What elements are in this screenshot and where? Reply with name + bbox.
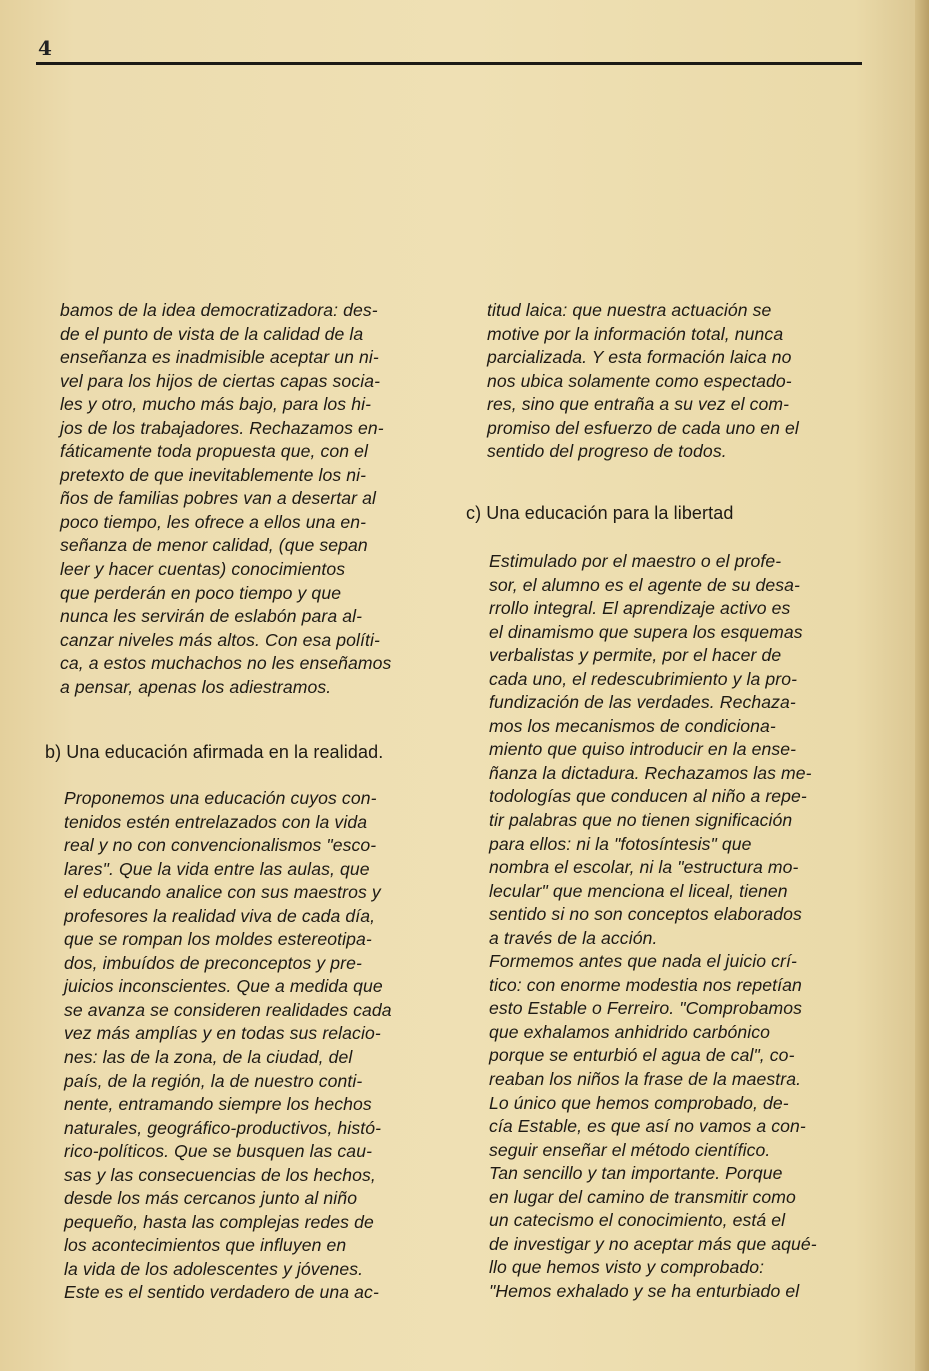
text-line: Tan sencillo y tan importante. Porque: [489, 1163, 783, 1184]
text-line: res, sino que entraña a su vez el com-: [487, 394, 790, 415]
text-line: cía Estable, es que así no vamos a con-: [489, 1116, 806, 1137]
text-line: verbalistas y permite, por el hacer de: [489, 645, 782, 666]
text-line: de investigar y no aceptar más que aqué-: [489, 1233, 817, 1254]
text-line: rico-políticos. Que se busquen las cau-: [64, 1141, 373, 1162]
text-line: lecular" que menciona el liceal, tienen: [489, 880, 788, 901]
section-heading-b: b) Una educación afirmada en la realidad.: [45, 742, 384, 762]
text-line: Formemos antes que nada el juicio crí-: [489, 951, 797, 972]
text-line: ca, a estos muchachos no les enseñamos: [60, 653, 392, 674]
right-column-paragraph-c: [489, 550, 863, 1304]
text-line: pretexto de que inevitablemente los ni-: [60, 464, 367, 485]
text-line: tir palabras que no tienen significación: [489, 810, 793, 831]
text-line: todologías que conducen al niño a repe-: [489, 786, 807, 807]
text-line: jos de los trabajadores. Rechazamos en-: [60, 417, 384, 438]
text-line: sas y las consecuencias de los hechos,: [64, 1164, 376, 1185]
text-line: bamos de la idea democratizadora: des-: [60, 300, 378, 320]
text-line: Este es el sentido verdadero de una ac-: [64, 1282, 379, 1303]
text-line: leer y hacer cuentas) conocimientos: [60, 559, 346, 580]
text-line: que exhalamos anhidrido carbónico: [489, 1021, 771, 1042]
header-rule: [36, 62, 862, 65]
text-line: nes: las de la zona, de la ciudad, del: [64, 1047, 353, 1068]
text-line: sor, el alumno es el agente de su desa-: [489, 574, 801, 595]
text-line: Lo único que hemos comprobado, de-: [489, 1092, 789, 1113]
text-line: los acontecimientos que influyen en: [64, 1235, 347, 1256]
text-line: desde los más cercanos junto al niño: [64, 1188, 358, 1209]
text-line: pequeño, hasta las complejas redes de: [64, 1211, 374, 1232]
text-line: promiso del esfuerzo de cada uno en el: [487, 417, 799, 438]
text-line: reaban los niños la frase de la maestra.: [489, 1069, 802, 1090]
text-line: porque se enturbió el agua de cal", co-: [489, 1045, 795, 1066]
text-line: llo que hemos visto y comprobado:: [489, 1257, 765, 1278]
text-line: naturales, geográfico-productivos, histó-: [64, 1117, 382, 1138]
text-line: cada uno, el redescubrimiento y la pro-: [489, 668, 798, 689]
text-line: tico: con enorme modestia nos repetían: [489, 974, 802, 995]
text-line: el dinamismo que supera los esquemas: [489, 621, 803, 642]
text-line: esto Estable o Ferreiro. "Comprobamos: [489, 998, 803, 1019]
text-line: nos ubica solamente como espectado-: [487, 370, 792, 391]
text-line: a pensar, apenas los adiestramos.: [60, 676, 332, 697]
text-line: "Hemos exhalado y se ha enturbiado el: [489, 1280, 800, 1301]
text-line: de el punto de vista de la calidad de la: [60, 323, 364, 344]
text-line: rrollo integral. El aprendizaje activo es: [489, 598, 791, 619]
text-line: miento que quiso introducir en la ense-: [489, 739, 797, 760]
section-heading-c: c) Una educación para la libertad: [466, 503, 734, 523]
text-line: profesores la realidad viva de cada día,: [64, 905, 376, 926]
text-line: señanza de menor calidad, (que sepan: [60, 535, 368, 556]
text-line: tenidos estén entrelazados con la vida: [64, 811, 368, 832]
text-line: en lugar del camino de transmitir como: [489, 1186, 796, 1207]
text-line: país, de la región, la de nuestro conti-: [64, 1070, 363, 1091]
text-line: fáticamente toda propuesta que, con el: [60, 441, 368, 462]
text-line: para ellos: ni la "fotosíntesis" que: [489, 833, 752, 854]
left-column-paragraph-1: [60, 299, 438, 699]
text-line: el educando analice con sus maestros y: [64, 882, 381, 903]
text-line: nunca les servirán de eslabón para al-: [60, 606, 363, 627]
text-line: nombra el escolar, ni la "estructura mo-: [489, 857, 799, 878]
text-line: dos, imbuídos de preconceptos y pre-: [64, 952, 362, 973]
text-line: se avanza se consideren realidades cada: [64, 999, 392, 1020]
text-line: parcializada. Y esta formación laica no: [487, 347, 792, 368]
text-line: Proponemos una educación cuyos con-: [64, 788, 377, 808]
text-line: que perderán en poco tiempo y que: [60, 582, 342, 603]
text-line: vel para los hijos de ciertas capas socia-: [60, 370, 381, 391]
text-line: la vida de los adolescentes y jóvenes.: [64, 1258, 364, 1279]
text-line: Estimulado por el maestro o el profe-: [489, 551, 782, 571]
page-marker: 4: [38, 36, 52, 60]
text-line: real y no con convencionalismos "esco-: [64, 835, 377, 856]
text-line: les y otro, mucho más bajo, para los hi-: [60, 394, 372, 415]
text-line: poco tiempo, les ofrece a ellos una en-: [60, 511, 367, 532]
text-line: lares". Que la vida entre las aulas, que: [64, 858, 370, 879]
text-line: nente, entramando siempre los hechos: [64, 1094, 372, 1115]
text-line: vez más amplías y en todas sus relacio-: [64, 1023, 381, 1044]
text-line: sentido del progreso de todos.: [487, 441, 727, 462]
text-line: canzar niveles más altos. Con esa políti-: [60, 629, 380, 650]
text-line: un catecismo el conocimiento, está el: [489, 1210, 786, 1231]
text-line: ñanza la dictadura. Rechazamos las me-: [489, 762, 812, 783]
left-column-paragraph-b: [64, 787, 442, 1305]
text-line: sentido si no son conceptos elaborados: [489, 904, 802, 925]
text-line: ños de familias pobres van a desertar al: [60, 488, 376, 509]
text-line: enseñanza es inadmisible aceptar un ni-: [60, 347, 379, 368]
text-line: seguir enseñar el método científico.: [489, 1139, 771, 1160]
text-line: mos los mecanismos de condiciona-: [489, 715, 776, 736]
text-line: fundización de las verdades. Rechaza-: [489, 692, 796, 713]
text-line: motive por la información total, nunca: [487, 323, 784, 344]
text-line: juicios inconscientes. Que a medida que: [64, 976, 383, 997]
page-edge-shadow: [915, 0, 929, 1371]
text-line: titud laica: que nuestra actuación se: [487, 300, 772, 320]
text-line: que se rompan los moldes estereotipa-: [64, 929, 372, 950]
right-column-paragraph-1: [487, 299, 861, 464]
text-line: a través de la acción.: [489, 927, 658, 948]
